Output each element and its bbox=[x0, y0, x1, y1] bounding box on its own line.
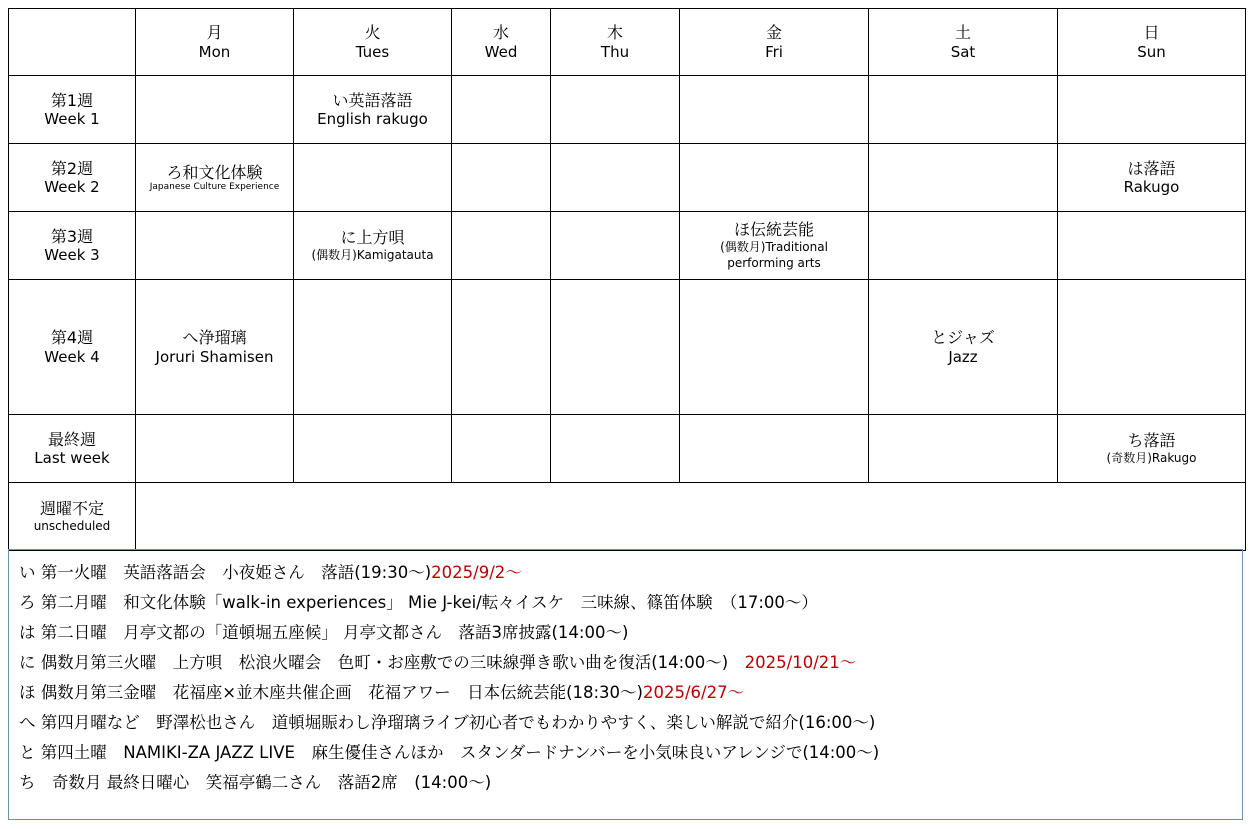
note-start-date: 2025/9/2～ bbox=[431, 563, 522, 582]
day-header-mon: 月 Mon bbox=[136, 9, 294, 76]
event-japanese-culture: ろ和文化体験 Japanese Culture Experience bbox=[136, 144, 294, 212]
note-line: は 第二日曜 月亭文都の「道頓堀五座候」 月亭文都さん 落語3席披露(14:00～) bbox=[19, 623, 629, 642]
note-line: と 第四土曜 NAMIKI-ZA JAZZ LIVE 麻生優佳さんほか スタンダードナンバーを小気味良いアレンジで(14:00～) bbox=[19, 743, 880, 762]
note-line: に 偶数月第三火曜 上方唄 松浪火曜会 色町・お座敷での三味線弾き歌い曲を復活(14:00～) 2025/10/21～ bbox=[19, 653, 857, 672]
day-header-sat: 土 Sat bbox=[869, 9, 1058, 76]
unscheduled-cell bbox=[136, 483, 1246, 551]
day-header-sun: 日 Sun bbox=[1058, 9, 1246, 76]
note-start-date: 2025/6/27～ bbox=[643, 683, 745, 702]
week-label-2: 第2週 Week 2 bbox=[9, 144, 136, 212]
week-row-1 bbox=[9, 76, 1246, 144]
header-row bbox=[9, 9, 1246, 76]
note-line: い 第一火曜 英語落語会 小夜姫さん 落語(19:30～)2025/9/2～ bbox=[19, 563, 522, 582]
event-rakugo-last: ち落語 (奇数月)Rakugo bbox=[1058, 415, 1246, 483]
note-line: ろ 第二月曜 和文化体験「walk-in experiences」 Mie J-kei/転々イスケ 三味線、篠笛体験 （17:00～） bbox=[19, 593, 818, 612]
event-rakugo-week2: は落語 Rakugo bbox=[1058, 144, 1246, 212]
event-notes bbox=[8, 549, 1243, 820]
day-header-tue: 火 Tues bbox=[294, 9, 452, 76]
week-row-3 bbox=[9, 212, 1246, 280]
note-line: ち 奇数月 最終日曜心 笑福亭鶴二さん 落語2席 (14:00～) bbox=[19, 773, 492, 792]
week-label-unscheduled: 週曜不定 unscheduled bbox=[9, 483, 136, 551]
week-label-last: 最終週 Last week bbox=[9, 415, 136, 483]
event-jazz: とジャズ Jazz bbox=[869, 280, 1058, 415]
week-label-1: 第1週 Week 1 bbox=[9, 76, 136, 144]
week-label-4: 第4週 Week 4 bbox=[9, 280, 136, 415]
event-joruri: へ浄瑠璃 Joruri Shamisen bbox=[136, 280, 294, 415]
note-start-date: 2025/10/21～ bbox=[744, 653, 857, 672]
day-header-wed: 水 Wed bbox=[452, 9, 551, 76]
note-line: へ 第四月曜など 野澤松也さん 道頓堀賑わし浄瑠璃ライブ初心者でもわかりやすく、楽しい解説で紹介(16:00～) bbox=[19, 713, 876, 732]
event-english-rakugo: い英語落語 English rakugo bbox=[294, 76, 452, 144]
schedule-table bbox=[8, 8, 1246, 551]
week-row-2 bbox=[9, 144, 1246, 212]
week-row-unscheduled bbox=[9, 483, 1246, 551]
corner-cell bbox=[9, 9, 136, 76]
event-kamigatauta: に上方唄 (偶数月)Kamigatauta bbox=[294, 212, 452, 280]
week-label-3: 第3週 Week 3 bbox=[9, 212, 136, 280]
day-header-thu: 木 Thu bbox=[551, 9, 680, 76]
note-line: ほ 偶数月第三金曜 花福座×並木座共催企画 花福アワー 日本伝統芸能(18:30～)2025/6/27～ bbox=[19, 683, 745, 702]
week-row-last bbox=[9, 415, 1246, 483]
week-row-4 bbox=[9, 280, 1246, 415]
event-traditional-arts: ほ伝統芸能 (偶数月)Traditional performing arts bbox=[680, 212, 869, 280]
day-header-fri: 金 Fri bbox=[680, 9, 869, 76]
